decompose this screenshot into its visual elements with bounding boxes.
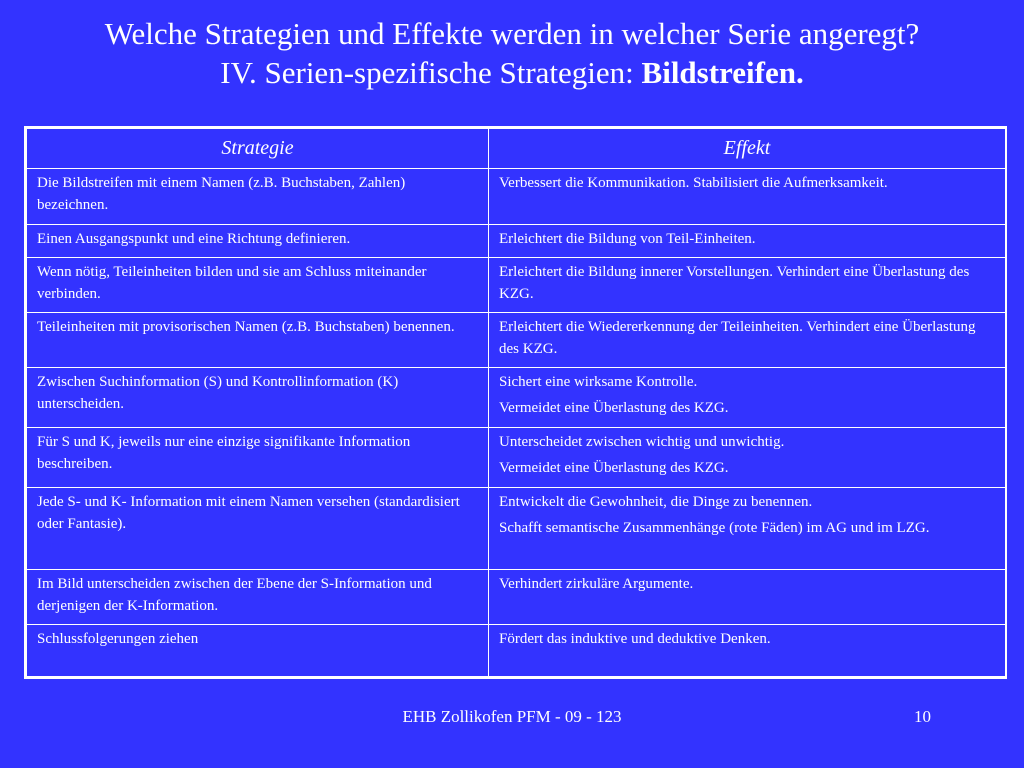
- strategy-cell: Im Bild unterscheiden zwischen der Ebene der S-Information und derjenigen der K-Information.: [27, 570, 489, 625]
- effect-text: Verbessert die Kommunikation. Stabilisiert die Aufmerksamkeit.: [499, 175, 888, 191]
- effect-cell: [489, 169, 1006, 225]
- effect-text: Entwickelt die Gewohnheit, die Dinge zu benennen.: [499, 494, 813, 510]
- effect-text: Erleichtert die Bildung von Teil-Einheiten.: [499, 231, 756, 247]
- effect-cell: [489, 368, 1006, 428]
- effect-cell: [489, 625, 1006, 677]
- effect-text: Sichert eine wirksame Kontrolle.: [499, 374, 698, 390]
- header-strategie: Strategie: [27, 129, 489, 169]
- table-row: [27, 570, 1006, 625]
- slide-title: [0, 14, 1024, 92]
- table-row: [27, 258, 1006, 313]
- effect-text: Erleichtert die Bildung innerer Vorstellungen. Verhindert eine Überlastung des KZG.: [499, 264, 970, 302]
- strategy-cell: Die Bildstreifen mit einem Namen (z.B. Buchstaben, Zahlen) bezeichnen.: [27, 169, 489, 225]
- strategy-table: [24, 126, 1007, 679]
- footer-text: EHB Zollikofen PFM - 09 - 123: [402, 707, 622, 726]
- table-row: [27, 428, 1006, 488]
- effect-text: Vermeidet eine Überlastung des KZG.: [499, 400, 729, 416]
- header-effekt: Effekt: [489, 129, 1006, 169]
- table-row: [27, 169, 1006, 225]
- effect-cell: [489, 570, 1006, 625]
- strategy-cell: Jede S- und K- Information mit einem Namen versehen (standardisiert oder Fantasie).: [27, 488, 489, 570]
- effect-text: Vermeidet eine Überlastung des KZG.: [499, 460, 729, 476]
- strategy-cell: Schlussfolgerungen ziehen: [27, 625, 489, 677]
- strategy-cell: Für S und K, jeweils nur eine einzige signifikante Information beschreiben.: [27, 428, 489, 488]
- strategy-cell: Wenn nötig, Teileinheiten bilden und sie am Schluss miteinander verbinden.: [27, 258, 489, 313]
- strategy-cell: Einen Ausgangspunkt und eine Richtung definieren.: [27, 225, 489, 258]
- title-line-2-bold: Bildstreifen.: [641, 55, 804, 90]
- table-row: [27, 625, 1006, 677]
- table-row: [27, 225, 1006, 258]
- page-number: 10: [914, 707, 931, 726]
- effect-text: Unterscheidet zwischen wichtig und unwichtig.: [499, 434, 785, 450]
- title-line-1: Welche Strategien und Effekte werden in welcher Serie angeregt?: [104, 16, 920, 51]
- table-row: [27, 368, 1006, 428]
- table-row: [27, 313, 1006, 368]
- table-header-row: [27, 129, 1006, 169]
- title-line-2-text: IV. Serien-spezifische Strategien:: [220, 55, 642, 90]
- effect-cell: [489, 258, 1006, 313]
- effect-cell: [489, 313, 1006, 368]
- effect-cell: [489, 428, 1006, 488]
- effect-cell: [489, 488, 1006, 570]
- strategy-cell: Zwischen Suchinformation (S) und Kontrollinformation (K) unterscheiden.: [27, 368, 489, 428]
- table-row: [27, 488, 1006, 570]
- effect-cell: [489, 225, 1006, 258]
- effect-text: Schafft semantische Zusammenhänge (rote Fäden) im AG und im LZG.: [499, 520, 930, 536]
- strategy-cell: Teileinheiten mit provisorischen Namen (z.B. Buchstaben) benennen.: [27, 313, 489, 368]
- effect-text: Fördert das induktive und deduktive Denken.: [499, 631, 771, 647]
- effect-text: Verhindert zirkuläre Argumente.: [499, 576, 694, 592]
- title-line-2: [0, 53, 1024, 92]
- effect-text: Erleichtert die Wiedererkennung der Teileinheiten. Verhindert eine Überlastung des KZG.: [499, 319, 976, 357]
